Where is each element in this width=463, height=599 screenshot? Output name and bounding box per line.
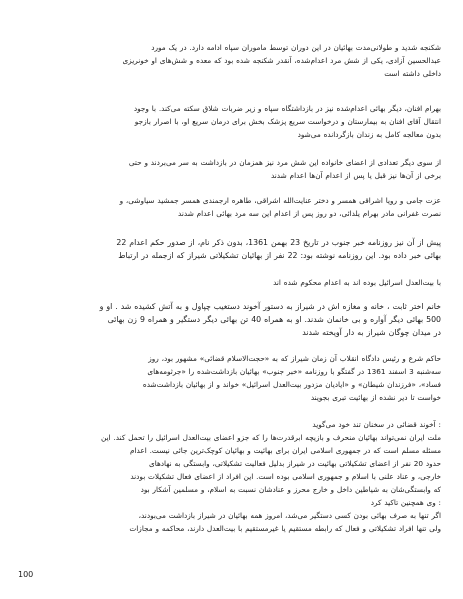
text-line: نصرت غفرانی مادر بهرام یلدائی، دو روز پس از اعدام این سه مرد بهائی اعدام شدند — [178, 209, 441, 218]
text-line: با بیت‌العدل اسرائیل بوده اند به اعدام محکوم شده اند — [273, 278, 441, 287]
text-line: حدود 20 نفر از اعضای تشکیلاتی بهائیت در شیراز بدلیل فعالیت تشکیلاتی، وابستگی به نهادهای — [149, 459, 441, 468]
text-line: که وابستگی‌شان به شیاطین داخل و خارج محرز و عنادشان نسبت به اسلام، و مسلمین آشکار بود — [140, 485, 441, 494]
paragraph-newspaper — [22, 236, 441, 262]
text-line: بهائی خبر داده بود. این روزنامه نوشته بود: 22 نفر از بهائیان تشکیلاتی شیراز که ازجمله در ارتباط — [118, 251, 441, 260]
paragraph-judge — [22, 352, 441, 404]
text-line: داخلی داشته است — [384, 69, 441, 78]
text-line: ملت ایران نمی‌تواند بهائیان منحرف و بازیچه ابرقدرت‌ها را که جزو اعضای بیت‌العدل اسرائیل را تحمل کند. این — [101, 433, 441, 442]
text-line: در میدان چوگان شیراز به دار آویخته شدند — [302, 328, 441, 337]
paragraph-quote — [22, 418, 441, 535]
text-line: حاکم شرع و رئیس دادگاه انقلاب آن زمان شیراز که به «حجت‌الاسلام قضائی» مشهور بود، روز — [148, 354, 441, 363]
text-line: بهرام افنان، دیگر بهائی اعدام‌شده نیز در بازداشتگاه سپاه و زیر ضربات شلاق سکته می‌کند. با وجود — [133, 104, 441, 113]
text-line: پیش از آن نیز روزنامه خبر جنوب در تاریخ 23 بهمن 1361، بدون ذکر نام، از صدور حکم اعدام 22 — [116, 238, 441, 247]
paragraph-akhtar-sabet — [22, 300, 441, 339]
paragraph-afnan — [22, 102, 441, 141]
text-line: سه‌شنبه 3 اسفند 1361 در گفتگو با روزنامه «خبر جنوب» بهائیان بازداشت‌شده را «جرثومه‌های — [147, 367, 441, 376]
paragraph-torture — [22, 41, 441, 80]
paragraph-families — [22, 156, 441, 182]
text-line: : آخوند قضائی در سخنان تند خود می‌گوید — [312, 420, 441, 429]
text-line: شکنجه شدید و طولانی‌مدت بهائیان در این دوران توسط ماموران سپاه ادامه دارد. در یک مورد — [151, 43, 441, 52]
text-line: عبدالحسین آزادی، یکی از شش مرد اعدام‌شده، آنقدر شکنجه شده بود که معده و شش‌های او خونریزی — [122, 56, 441, 65]
text-line: ولی تنها افراد تشکیلاتی و فعال که رابطه مستقیم یا غیرمستقیم با بیت‌العدل دارند، محاکمه و مجازات — [129, 524, 441, 533]
page-number: 100 — [18, 570, 34, 579]
text-line: : وی همچنین تاکید کرد — [370, 498, 441, 507]
text-line: از سوی دیگر تعدادی از اعضای خانواده این شش مرد نیز همزمان در بازداشت به سر می‌بردند و حتی — [128, 158, 441, 167]
text-line: فساد»، «فرزندان شیطان» و «ایادیان مزدور بیت‌العدل اسرائیل» خواند و از بهائیان بازداشت‌شده — [142, 380, 441, 389]
text-line: انتقال آقای افنان به بیمارستان و درخواست سریع پزشک بخش برای درمان سریع او، با اصرار بازجو — [134, 117, 441, 126]
text-line: 500 بهائی دیگر آواره و بی خانمان شدند. او به همراه 40 تن بهائی دیگر دستگیر و همراه 9 زن بهائی — [107, 315, 441, 324]
text-line: مسئله مسلم است که در جمهوری اسلامی ایران برای بهائیت و بهائیان کوچک‌ترین جائی نیست. اعدام — [130, 446, 441, 455]
text-line: عزت جامی و رویا اشراقی همسر و دختر عنایت‌الله اشراقی، طاهره ارجمندی همسر جمشید سیاوشی، و — [119, 196, 441, 205]
text-line: برخی از آن‌ها نیز قبل یا پس از اعدام آن‌ها اعدام شدند — [270, 171, 441, 180]
text-line: اگر تنها به صرف بهائی بودن کسی دستگیر می‌شد، امروز همه بهائیان در شیراز بازداشت می‌بودند، — [138, 511, 441, 520]
text-line: خواست تا دیر نشده از بهائیت تبری بجویند — [310, 393, 441, 402]
text-line: بدون معالجه کامل به زندان بازگردانده می‌شود — [297, 130, 441, 139]
text-line: خارجی، و عناد علنی با اسلام و جمهوری اسلامی بوده است. این افراد از اعضای فعال تشکیلات بودند — [130, 472, 441, 481]
paragraph-sentenced — [22, 276, 441, 289]
text-line: خانم اختر ثابت ، خانه و مغازه اش در شیراز به دستور آخوند دستغیب چپاول و به آتش کشیده شد . او و — [99, 302, 441, 311]
paragraph-executed-women — [22, 194, 441, 220]
